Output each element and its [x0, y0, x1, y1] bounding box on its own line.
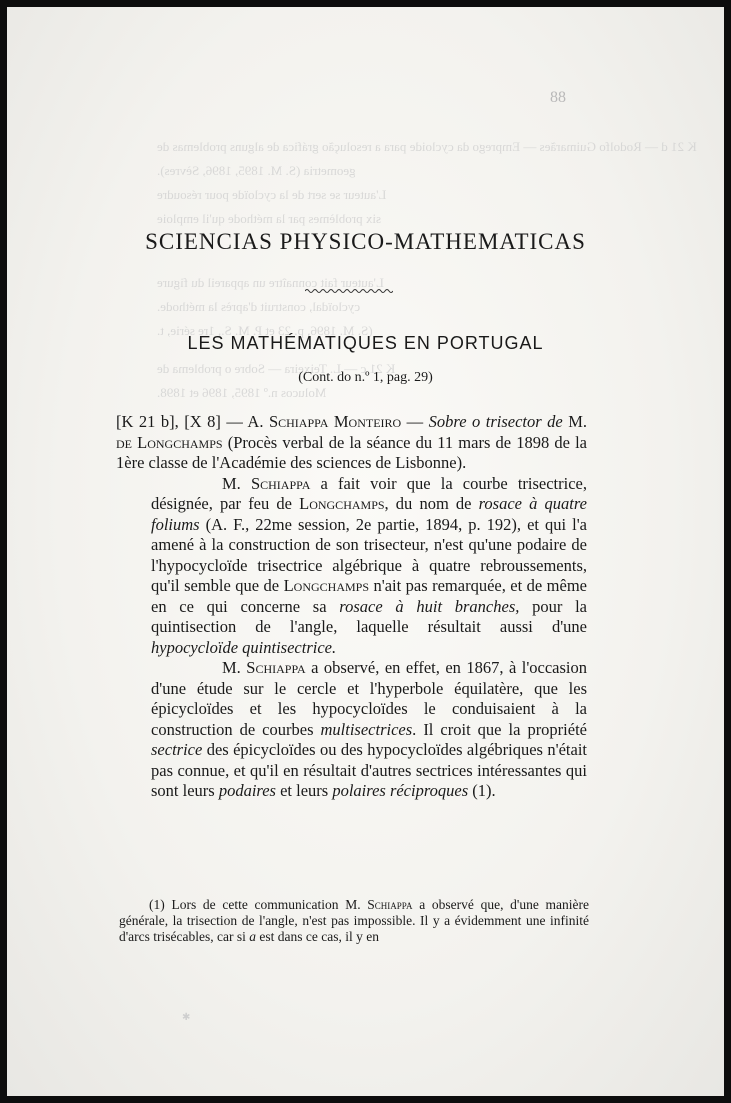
- classification-ref: [K 21 b], [X 8] — A.: [116, 412, 269, 431]
- bleed-through-text: cycloïdal, construit d'après la méthode.: [157, 299, 361, 314]
- paragraph-3: [151, 658, 587, 802]
- scanned-page: [7, 7, 724, 1096]
- text: (A. F., 22me session, 2e partie, 1894, p. 192), et qui l'a amené à la construction de son trisecteur, n'est qu'une podaire de l'hypocycloïde trisectrice algébrique à quatre rebroussements, qu'il semble que de: [151, 514, 587, 595]
- text: des épicycloïdes ou des hypocycloïdes algébriques n'était pas connue, et qu'il en résultait d'autres sectrices intéressantes qui sont leurs: [151, 740, 587, 800]
- footnote-number: (1): [149, 897, 165, 912]
- article-body: [116, 412, 588, 802]
- text: a fait voir que la courbe trisectrice, désignée, par feu de: [151, 473, 587, 513]
- bleed-through-text: L'auteur se sert de la cycloïde pour résoudre: [157, 187, 387, 202]
- work-title: Sobre o trisector de: [428, 412, 563, 431]
- article-title: LES MATHÉMATIQUES EN PORTUGAL: [187, 333, 544, 353]
- bleed-through-text: K 21 d — Rodolfo Guimarães — Emprego da cycloide para a resolução gráfica de alguns problemas de: [157, 139, 697, 154]
- text: a observé, en effet, en 1867, à l'occasion d'une étude sur le cercle et l'hyperbole équilatère, que les épicycloïdes et les hypocycloïdes le conduisaient à la construction de courbes: [151, 658, 588, 739]
- italic-term: rosace à quatre foliums: [151, 494, 587, 534]
- text: . Il croit que la propriété: [412, 719, 587, 739]
- bleed-through-text: Molucos n.º 1895, 1896 et 1898.: [157, 385, 327, 400]
- decorative-rule-icon: [305, 287, 393, 295]
- paragraph-1: [116, 412, 587, 474]
- section-title: SCIENCIAS PHYSICO-MATHEMATICAS: [145, 229, 586, 254]
- bleed-through-text: L'auteur fait connaître un appareil du figure: [157, 275, 384, 290]
- author-name: Schiappa Monteiro: [268, 412, 402, 431]
- text: , du nom de: [384, 494, 479, 513]
- italic-term: hypocycloïde quintisectrice.: [151, 637, 337, 657]
- continuation-note: (Cont. do n.º 1, pag. 29): [298, 370, 433, 385]
- text: a observé que, d'une manière générale, la trisection de l'angle, n'est pas impossible. Il y a évidemment une infinité d'arcs trisécables, car si: [119, 897, 589, 944]
- page-number: 88: [550, 89, 566, 106]
- text: n'ait pas remarquée, et de même en ce qui concerne sa: [151, 576, 587, 616]
- footnote-reference: (1).: [468, 781, 496, 800]
- text: est dans ce cas, il y en: [256, 929, 379, 944]
- text: pour la quintisection de l'angle, laquelle résultait aussi d'une: [151, 596, 587, 636]
- paragraph-2: [151, 474, 587, 659]
- bleed-through-text: (S. M. 1896, p. 23 et P. M. S., 1re série, t.: [157, 323, 373, 338]
- italic-term: multisectrices: [320, 719, 413, 739]
- paper-speck: ✱: [182, 1012, 191, 1023]
- text: M.: [562, 412, 588, 431]
- author-name: Schiappa: [246, 658, 306, 677]
- author-name: Schiappa: [250, 473, 311, 493]
- italic-term: sectrice: [151, 740, 203, 759]
- dash: —: [401, 412, 429, 431]
- longchamps-name: Longchamps: [283, 576, 370, 595]
- bleed-through-text: six problèmes par la méthode qu'il emploie: [157, 211, 382, 226]
- text: M.: [222, 658, 247, 677]
- text: (Procès verbal de la séance du 11 mars de 1898 de la 1ère classe de l'Académie des sciences de Lisbonne).: [116, 432, 587, 472]
- longchamps-name: Longchamps: [299, 494, 385, 513]
- variable: a: [249, 929, 256, 944]
- longchamps-name: de Longchamps: [116, 432, 223, 452]
- italic-term: podaires: [218, 781, 276, 800]
- text: Lors de cette communication M.: [164, 897, 368, 912]
- footnote: [119, 897, 589, 945]
- text: M.: [222, 473, 251, 493]
- italic-term: rosace à huit branches,: [339, 596, 520, 616]
- author-name: Schiappa: [367, 897, 413, 912]
- bleed-through-text: K 21 c — L. Teixeira — Sobre o problema de: [157, 361, 396, 376]
- bleed-through-text: geometria (S. M. 1895, 1896, Sèvres).: [157, 163, 356, 178]
- italic-term: polaires réciproques: [332, 781, 469, 800]
- text: et leurs: [275, 781, 333, 800]
